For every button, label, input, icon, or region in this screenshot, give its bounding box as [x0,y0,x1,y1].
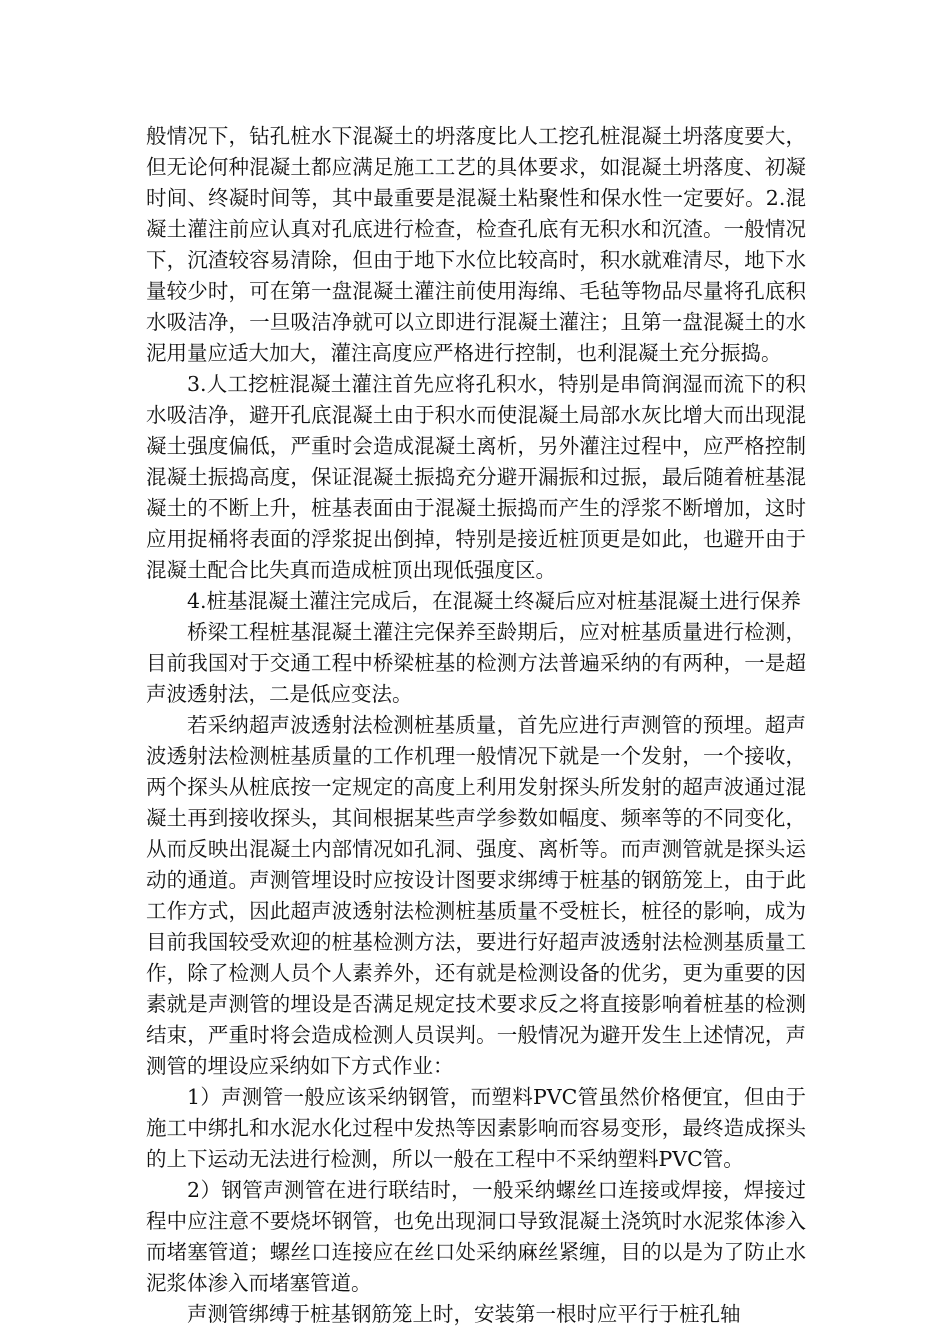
paragraph-item-3: 3.人工挖桩混凝土灌注首先应将孔积水，特别是串筒润湿而流下的积水吸洁净，避开孔底混凝土由于积水而使混凝土局部水灰比增大而出现混凝土强度偏低，严重时会造成混凝土离析，另外灌注过程中，应严格控制混凝土振捣高度，保证混凝土振捣充分避开漏振和过振，最后随着桩基混凝土的不断上升，桩基表面由于混凝土振捣而产生的浮浆不断增加，这时应用捉桶将表面的浮浆捉出倒掉，特别是接近桩顶更是如此，也避开由于混凝土配合比失真而造成桩顶出现低强度区。 [146,372,806,582]
paragraph-ultrasonic-method: 若采纳超声波透射法检测桩基质量，首先应进行声测管的预埋。超声波透射法检测桩基质量的工作机理一般情况下就是一个发射，一个接收，两个探头从桩底按一定规定的高度上利用发射探头所发射的超声波通过混凝土再到接收探头，其间根据某些声学参数如幅度、频率等的不同变化，从而反映出混凝土内部情况如孔洞、强度、离析等。而声测管就是探头运动的通道。声测管埋设时应按设计图要求绑缚于桩基的钢筋笼上，由于此工作方式，因此超声波透射法检测桩基质量不受桩长，桩径的影响，成为目前我国较受欢迎的桩基检测方法，要进行好超声波透射法检测基质量工作，除了检测人员个人素养外，还有就是检测设备的优劣，更为重要的因素就是声测管的埋设是否满足规定技术要求反之将直接影响着桩基的检测结束，严重时将会造成检测人员误判。一般情况为避开发生上述情况，声测管的埋设应采纳如下方式作业： [146,713,806,1078]
paragraph-intro: 般情况下，钻孔桩水下混凝土的坍落度比人工挖孔桩混凝土坍落度要大，但无论何种混凝土都应满足施工工艺的具体要求，如混凝土坍落度、初凝时间、终凝时间等，其中最重要是混凝土粘聚性和保水性一定要好。2.混凝土灌注前应认真对孔底进行检查，检查孔底有无积水和沉渣。一般情况下，沉渣较容易清除，但由于地下水位比较高时，积水就难清尽，地下水量较少时，可在第一盘混凝土灌注前使用海绵、毛毡等物品尽量将孔底积水吸洁净，一旦吸洁净就可以立即进行混凝土灌注；且第一盘混凝土的水泥用量应适大加大，灌注高度应严格进行控制，也利混凝土充分振捣。 [146,124,806,365]
document-body [146,121,806,1330]
paragraph-inspection: 桥梁工程桩基混凝土灌注完保养至龄期后，应对桩基质量进行检测，目前我国对于交通工程中桥梁桩基的检测方法普遍采纳的有两种，一是超声波透射法，二是低应变法。 [146,620,806,706]
paragraph-list-item-1: 1）声测管一般应该采纳钢管，而塑料PVC管虽然价格便宜，但由于施工中绑扎和水泥水化过程中发热等因素影响而容易变形，最终造成探头的上下运动无法进行检测，所以一般在工程中不采纳塑料PVC管。 [146,1085,806,1171]
paragraph-list-item-2: 2）钢管声测管在进行联结时，一般采纳螺丝口连接或焊接，焊接过程中应注意不要烧坏钢管，也免出现洞口导致混凝土浇筑时水泥浆体渗入而堵塞管道；螺丝口连接应在丝口处采纳麻丝紧缠，目的以是为了防止水泥浆体渗入而堵塞管道。 [146,1178,806,1295]
paragraph-tail: 声测管绑缚于桩基钢筋笼上时，安装第一根时应平行于桩孔轴 [187,1302,741,1326]
paragraph-item-4: 4.桩基混凝土灌注完成后，在混凝土终凝后应对桩基混凝土进行保养 [187,589,802,613]
